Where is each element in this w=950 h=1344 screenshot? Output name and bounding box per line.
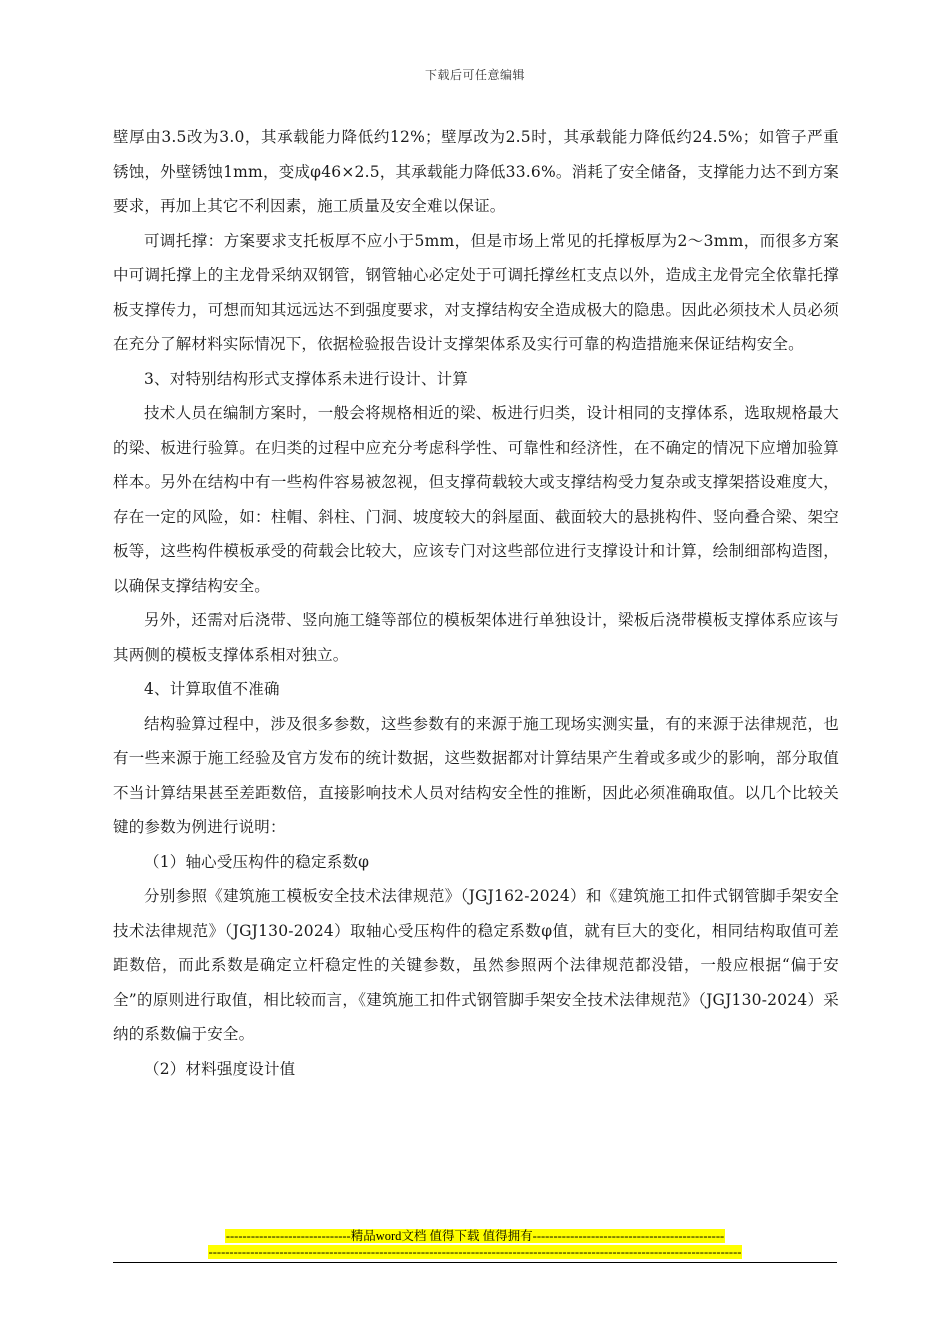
paragraph-post-pour-strip: 另外，还需对后浇带、竖向施工缝等部位的模板架体进行单独设计，梁板后浇带模板支撑体系应该与其两侧的模板支撑体系相对独立。	[113, 611, 839, 664]
paragraph-special-structures: 技术人员在编制方案时，一般会将规格相近的梁、板进行归类，设计相同的支撑体系，选取规格最大的梁、板进行验算。在归类的过程中应充分考虑科学性、可靠性和经济性，在不确定的情况下应增加验算样本。另外在结构中有一些构件容易被忽视，但支撑荷载较大或支撑结构受力复杂或支撑架搭设难度大，存在一定的风险，如：柱帽、斜柱、门洞、坡度较大的斜屋面、截面较大的悬挑构件、竖向叠合梁、架空板等，这些构件模板承受的荷载会比较大，应该专门对这些部位进行支撑设计和计算，绘制细部构造图，以确保支撑结构安全。	[113, 404, 839, 595]
footer-banner-text: ------------------------------精品word文档 值得下载 值得拥有----------------------------------------------	[225, 1229, 725, 1243]
paragraph-wall-thickness: 壁厚由3.5改为3.0，其承载能力降低约12%；壁厚改为2.5时，其承载能力降低约24.5%；如管子严重锈蚀，外壁锈蚀1mm，变成φ46×2.5，其承载能力降低33.6%。消耗了安全储备，支撑能力达不到方案要求，再加上其它不利因素，施工质量及安全难以保证。	[113, 128, 839, 215]
section-heading-3: 3、对特别结构形式支撑体系未进行设计、计算	[144, 369, 469, 388]
footer-banner-top	[0, 1228, 950, 1244]
subheading-stability-coefficient: （1）轴心受压构件的稳定系数φ	[144, 852, 370, 871]
section-heading-4: 4、计算取值不准确	[144, 680, 280, 698]
paragraph-stability-coefficient: 分别参照《建筑施工模板安全技术法律规范》（JGJ162-2024）和《建筑施工扣件式钢管脚手架安全技术法律规范》（JGJ130-2024）取轴心受压构件的稳定系数φ值，就有巨大的变化，相同结构取值可差距数倍，而此系数是确定立杆稳定性的关键参数，虽然参照两个法律规范都没错，一般应根据“偏于安全”的原则进行取值，相比较而言，《建筑施工扣件式钢管脚手架安全技术法律规范》（JGJ130-2024）采纳的系数偏于安全。	[113, 887, 839, 1043]
paragraph-adjustable-support: 可调托撑：方案要求支托板厚不应小于5mm，但是市场上常见的托撑板厚为2～3mm，而很多方案中可调托撑上的主龙骨采纳双钢管，钢管轴心必定处于可调托撑丝杠支点以外，造成主龙骨完全依靠托撑板支撑传力，可想而知其远远达不到强度要求，对支撑结构安全造成极大的隐患。因此必须技术人员必须在充分了解材料实际情况下，依据检验报告设计支撑架体系及实行可靠的构造措施来保证结构安全。	[113, 231, 839, 353]
footer-banner-dashes: --------------------------------------------------------------------------------------------------------------------------------	[208, 1245, 742, 1259]
document-body	[113, 120, 839, 1086]
subheading-material-strength: （2）材料强度设计值	[144, 1059, 296, 1078]
page-header: 下载后可任意编辑	[424, 68, 525, 82]
footer-banner-bottom	[0, 1244, 950, 1260]
paragraph-parameters: 结构验算过程中，涉及很多参数，这些参数有的来源于施工现场实测实量，有的来源于法律规范，也有一些来源于施工经验及官方发布的统计数据，这些数据都对计算结果产生着或多或少的影响，部分取值不当计算结果甚至差距数倍，直接影响技术人员对结构安全性的推断，因此必须准确取值。以几个比较关键的参数为例进行说明：	[113, 714, 839, 836]
footer-rule	[113, 1262, 837, 1263]
